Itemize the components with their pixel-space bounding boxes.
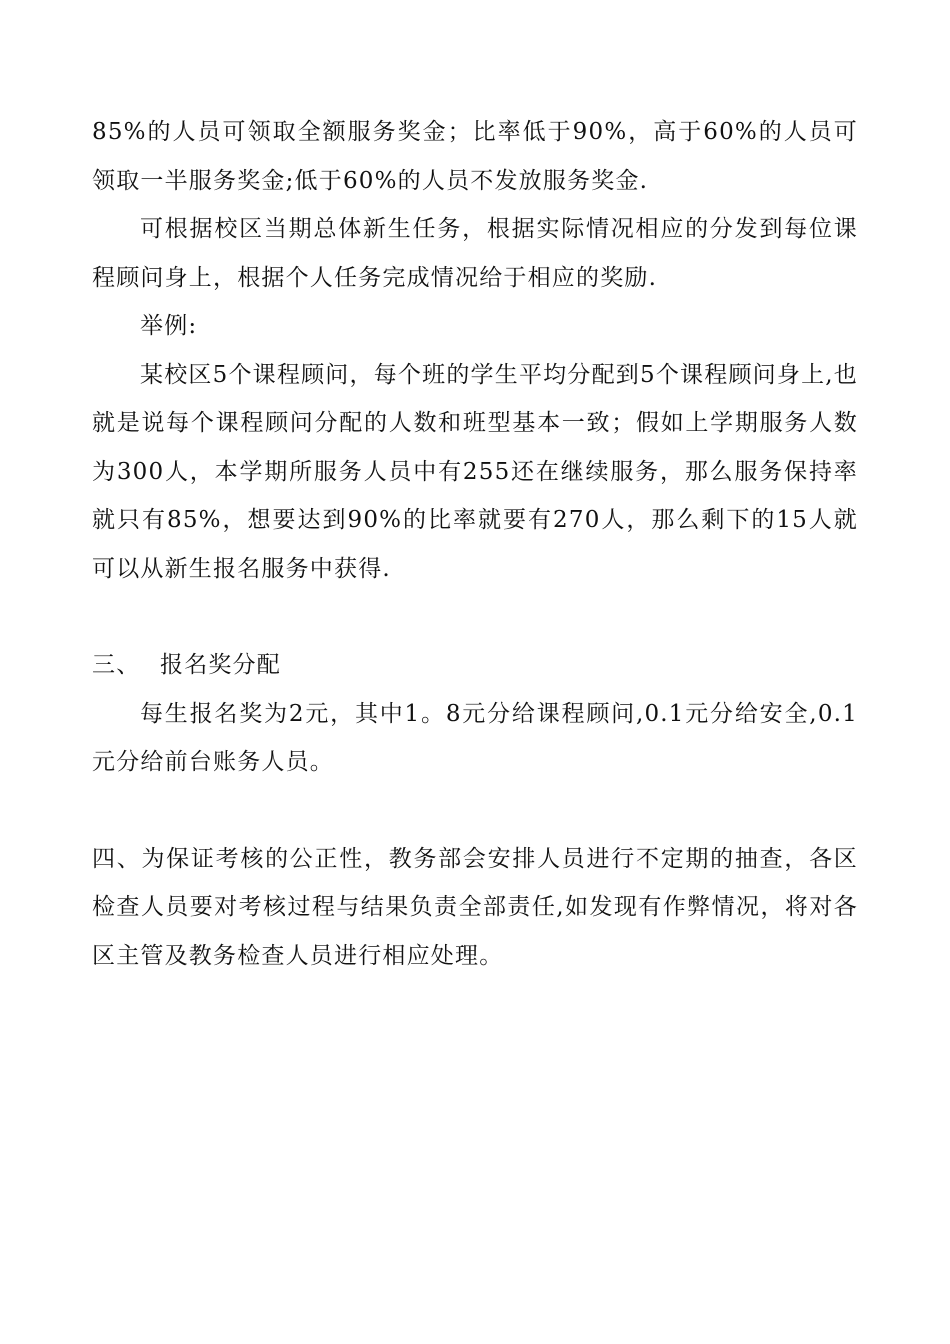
paragraph-bonus-rates: 85%的人员可领取全额服务奖金；比率低于90%，高于60%的人员可领取一半服务奖金;低于60%的人员不发放服务奖金.	[92, 119, 858, 194]
paragraph-inspection: 四、为保证考核的公正性，教务部会安排人员进行不定期的抽查，各区检查人员要对考核过程与结果负责全部责任,如发现有作弊情况，将对各区主管及教务检查人员进行相应处理。	[92, 845, 858, 969]
section-heading-registration-bonus	[92, 641, 858, 690]
paragraph-task-distribution: 可根据校区当期总体新生任务，根据实际情况相应的分发到每位课程顾问身上，根据个人任务完成情况给于相应的奖励.	[92, 216, 858, 291]
section-title: 报名奖分配	[160, 652, 281, 678]
paragraph-example: 某校区5个课程顾问，每个班的学生平均分配到5个课程顾问身上,也就是说每个课程顾问分配的人数和班型基本一致；假如上学期服务人数为300人，本学期所服务人员中有255还在继续服务，那么服务保持率就只有85%，想要达到90%的比率就要有270人，那么剩下的15人就可以从新生报名服务中获得.	[92, 361, 858, 582]
paragraph-example-label: 举例:	[140, 313, 198, 339]
section-gap	[92, 787, 858, 835]
section-number: 三、	[92, 652, 141, 678]
paragraph-registration-bonus: 每生报名奖为2元，其中1。8元分给课程顾问,0.1元分给安全,0.1元分给前台账务人员。	[92, 700, 858, 775]
section-gap	[92, 593, 858, 641]
